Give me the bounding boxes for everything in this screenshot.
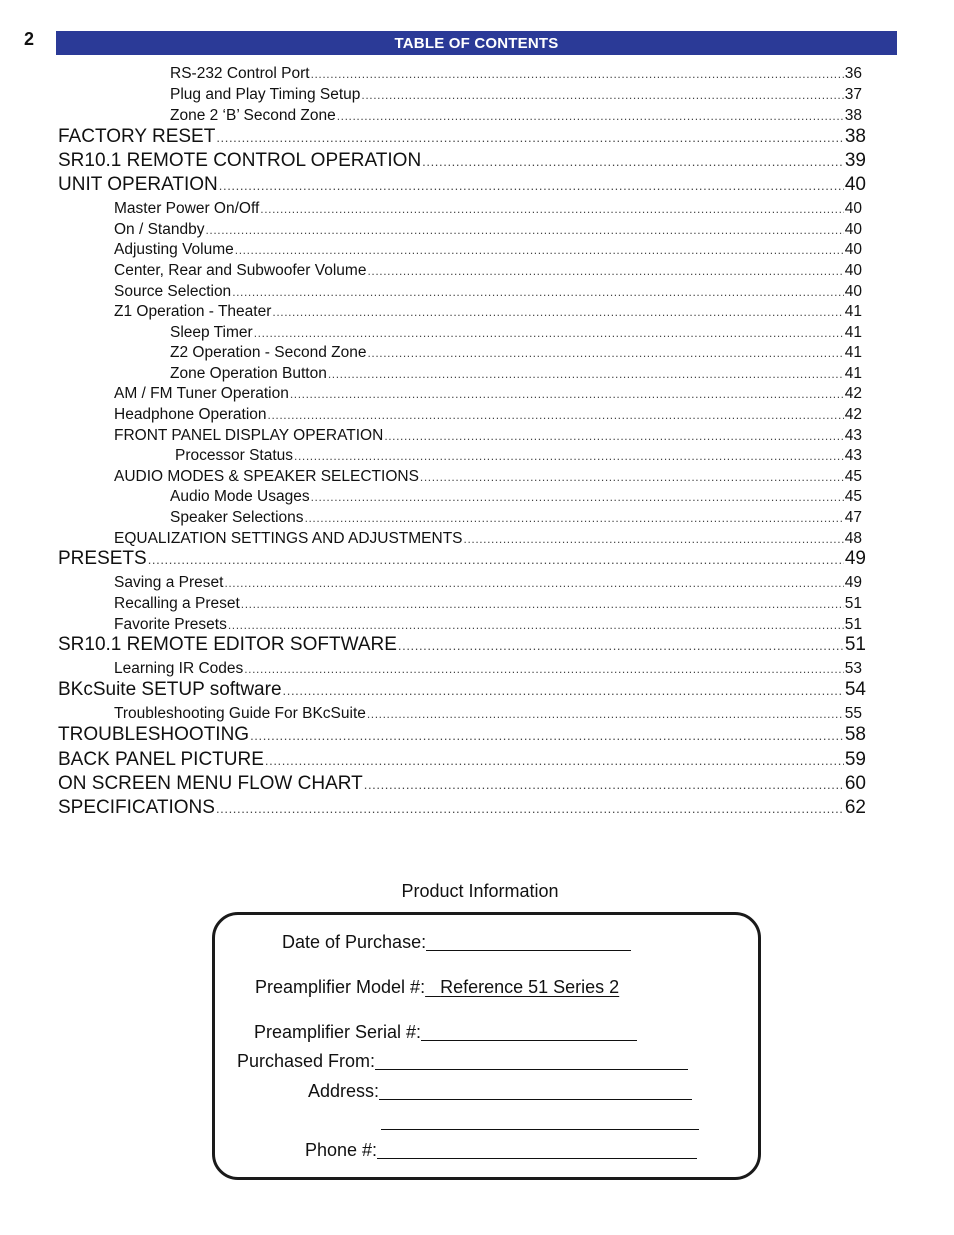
toc-leader-dots <box>364 773 844 795</box>
toc-entry-title: SR10.1 REMOTE CONTROL OPERATION <box>58 150 422 171</box>
toc-entry-title: Zone Operation Button <box>170 365 327 382</box>
toc-entry-title: BKcSuite SETUP software <box>58 679 282 700</box>
toc-entry-page: 38 <box>844 107 862 124</box>
toc-leader-dots <box>224 574 843 592</box>
toc-entry-page: 40 <box>844 262 862 279</box>
page-number: 2 <box>24 29 35 49</box>
toc-leader-dots <box>216 797 844 819</box>
toc-entry-title: UNIT OPERATION <box>58 174 218 195</box>
toc-entry-page: 41 <box>844 344 862 361</box>
toc-leader-dots <box>244 660 844 678</box>
toc-entry[interactable] <box>58 174 866 196</box>
toc-leader-dots <box>398 634 844 656</box>
toc-entry[interactable] <box>114 427 862 445</box>
toc-entry-page: 51 <box>844 595 862 612</box>
toc-entry-title: Master Power On/Off <box>114 200 260 217</box>
toc-entry-title: PRESETS <box>58 548 147 569</box>
toc-entry[interactable] <box>58 150 866 172</box>
date-of-purchase-line[interactable] <box>426 930 631 951</box>
toc-leader-dots <box>241 595 844 613</box>
toc-entry-page: 45 <box>844 468 862 485</box>
toc-entry[interactable] <box>114 241 862 259</box>
toc-entry-title: Troubleshooting Guide For BKcSuite <box>114 705 366 722</box>
serial-line[interactable] <box>421 1020 637 1041</box>
toc-entry[interactable] <box>114 406 862 424</box>
toc-leader-dots <box>290 385 844 403</box>
toc-leader-dots <box>228 616 844 634</box>
toc-leader-dots <box>420 468 844 486</box>
toc-entry-title: Z1 Operation - Theater <box>114 303 272 320</box>
toc-entry-title: EQUALIZATION SETTINGS AND ADJUSTMENTS <box>114 530 463 547</box>
product-info-heading: Product Information <box>401 881 559 901</box>
toc-entry[interactable] <box>114 660 862 678</box>
toc-entry[interactable] <box>170 344 862 362</box>
toc-entry[interactable] <box>58 797 866 819</box>
toc-leader-dots <box>205 221 843 239</box>
toc-entry-page: 42 <box>844 385 862 402</box>
toc-entry-page: 48 <box>844 530 862 547</box>
toc-entry[interactable] <box>58 773 866 795</box>
toc-entry-page: 43 <box>844 427 862 444</box>
toc-entry-page: 42 <box>844 406 862 423</box>
toc-entry-page: 40 <box>844 221 862 238</box>
toc-entry-title: Recalling a Preset <box>114 595 240 612</box>
toc-entry-title: Zone 2 ‘B’ Second Zone <box>170 107 336 124</box>
toc-entry[interactable] <box>114 262 862 280</box>
toc-entry-page: 55 <box>844 705 862 722</box>
serial-field <box>254 1022 637 1043</box>
toc-entry-title: Favorite Presets <box>114 616 227 633</box>
toc-leader-dots <box>268 406 844 424</box>
toc-entry-page: 51 <box>844 634 866 655</box>
toc-entry[interactable] <box>175 447 862 465</box>
toc-entry[interactable] <box>170 107 862 125</box>
toc-entry-page: 51 <box>844 616 862 633</box>
toc-entry[interactable] <box>58 126 866 148</box>
toc-entry-title: Headphone Operation <box>114 406 267 423</box>
toc-leader-dots <box>311 488 844 506</box>
toc-entry-title: SPECIFICATIONS <box>58 797 215 818</box>
toc-entry[interactable] <box>58 749 866 771</box>
toc-entry-title: AUDIO MODES & SPEAKER SELECTIONS <box>114 468 419 485</box>
model-field <box>255 977 619 998</box>
toc-leader-dots <box>367 705 844 723</box>
toc-entry-title: BACK PANEL PICTURE <box>58 749 264 770</box>
toc-entry-page: 41 <box>844 324 862 341</box>
model-value-text: Reference 51 Series 2 <box>440 977 620 997</box>
toc-leader-dots <box>148 548 844 570</box>
toc-entry[interactable] <box>58 679 866 701</box>
toc-entry[interactable] <box>58 634 866 656</box>
toc-leader-dots <box>294 447 844 465</box>
purchased-from-label: Purchased From: <box>237 1051 376 1071</box>
toc-entry-page: 47 <box>844 509 862 526</box>
toc-entry[interactable] <box>170 488 862 506</box>
toc-leader-dots <box>311 65 844 83</box>
toc-entry-title: Z2 Operation - Second Zone <box>170 344 367 361</box>
toc-entry-page: 62 <box>844 797 866 818</box>
toc-leader-dots <box>260 200 843 218</box>
toc-banner-title: TABLE OF CONTENTS <box>394 34 559 52</box>
toc-entry-title: Adjusting Volume <box>114 241 234 258</box>
serial-label: Preamplifier Serial #: <box>254 1022 422 1042</box>
toc-entry-title: Source Selection <box>114 283 232 300</box>
toc-entry[interactable] <box>114 468 862 486</box>
toc-entry-title: SR10.1 REMOTE EDITOR SOFTWARE <box>58 634 397 655</box>
toc-entry-page: 59 <box>844 749 866 770</box>
toc-entry-title: RS-232 Control Port <box>170 65 310 82</box>
toc-entry[interactable] <box>58 724 866 746</box>
toc-entry[interactable] <box>114 200 862 218</box>
toc-entry-page: 49 <box>844 574 862 591</box>
address-line-2-field <box>381 1111 699 1132</box>
toc-leader-dots <box>272 303 843 321</box>
toc-leader-dots <box>283 679 844 701</box>
toc-leader-dots <box>265 749 844 771</box>
toc-entry-page: 38 <box>844 126 866 147</box>
toc-leader-dots <box>464 530 844 548</box>
toc-entry-page: 60 <box>844 773 866 794</box>
phone-field <box>305 1140 697 1161</box>
toc-entry-page: 43 <box>844 447 862 464</box>
toc-entry-page: 40 <box>844 283 862 300</box>
toc-leader-dots <box>250 724 844 746</box>
toc-leader-dots <box>367 262 843 280</box>
toc-entry-title: Saving a Preset <box>114 574 224 591</box>
purchased-from-field <box>237 1051 688 1072</box>
toc-entry[interactable] <box>114 595 862 613</box>
toc-entry[interactable] <box>170 365 862 383</box>
toc-entry[interactable] <box>114 530 862 548</box>
toc-entry[interactable] <box>170 86 862 104</box>
toc-entry-page: 58 <box>844 724 866 745</box>
toc-leader-dots <box>337 107 844 125</box>
toc-entry-title: Audio Mode Usages <box>170 488 310 505</box>
toc-entry-page: 53 <box>844 660 862 677</box>
toc-entry-page: 37 <box>844 86 862 103</box>
product-info-box <box>212 912 761 1180</box>
toc-leader-dots <box>328 365 844 383</box>
toc-entry-title: Center, Rear and Subwoofer Volume <box>114 262 367 279</box>
toc-leader-dots <box>305 509 844 527</box>
toc-leader-dots <box>422 150 844 172</box>
toc-leader-dots <box>254 324 844 342</box>
address-field <box>308 1081 692 1102</box>
address-line[interactable] <box>379 1079 692 1100</box>
toc-leader-dots <box>361 86 843 104</box>
toc-entry-title: Plug and Play Timing Setup <box>170 86 361 103</box>
toc-entry-title: Sleep Timer <box>170 324 253 341</box>
toc-entry-title: TROUBLESHOOTING <box>58 724 250 745</box>
toc-entry-page: 49 <box>844 548 866 569</box>
toc-entry[interactable] <box>170 509 862 527</box>
toc-entry[interactable] <box>114 283 862 301</box>
toc-leader-dots <box>235 241 844 259</box>
toc-entry-page: 41 <box>844 365 862 382</box>
toc-leader-dots <box>367 344 843 362</box>
toc-leader-dots <box>219 174 844 196</box>
toc-entry-page: 54 <box>844 679 866 700</box>
toc-entry-title: AM / FM Tuner Operation <box>114 385 289 402</box>
toc-entry-title: Speaker Selections <box>170 509 304 526</box>
toc-entry-page: 40 <box>844 200 862 217</box>
toc-entry[interactable] <box>114 385 862 403</box>
toc-entry-page: 39 <box>844 150 866 171</box>
model-label: Preamplifier Model #: <box>255 977 426 997</box>
toc-entry[interactable] <box>114 221 862 239</box>
toc-entry-page: 40 <box>844 241 862 258</box>
toc-entry-page: 41 <box>844 303 862 320</box>
toc-entry[interactable] <box>114 303 862 321</box>
toc-entry-page: 45 <box>844 488 862 505</box>
toc-entry[interactable] <box>114 574 862 592</box>
toc-entry-title: On / Standby <box>114 221 205 238</box>
toc-entry-page: 36 <box>844 65 862 82</box>
toc-entry[interactable] <box>170 324 862 342</box>
toc-leader-dots <box>232 283 844 301</box>
date-of-purchase-field <box>282 932 631 953</box>
toc-entry-page: 40 <box>844 174 866 195</box>
toc-leader-dots <box>384 427 843 445</box>
address-line-2[interactable] <box>381 1109 699 1130</box>
purchased-from-line[interactable] <box>375 1049 688 1070</box>
toc-entry-title: FACTORY RESET <box>58 126 216 147</box>
phone-label: Phone #: <box>305 1140 378 1160</box>
date-of-purchase-label: Date of Purchase: <box>282 932 427 952</box>
toc-entry-title: ON SCREEN MENU FLOW CHART <box>58 773 363 794</box>
toc-entry-title: Learning IR Codes <box>114 660 244 677</box>
phone-line[interactable] <box>377 1138 697 1159</box>
toc-entry[interactable] <box>114 616 862 634</box>
toc-entry[interactable] <box>58 548 866 570</box>
toc-leader-dots <box>216 126 844 148</box>
toc-entry[interactable] <box>114 705 862 723</box>
toc-entry-title: Processor Status <box>175 447 294 464</box>
toc-entry[interactable] <box>170 65 862 83</box>
toc-entry-title: FRONT PANEL DISPLAY OPERATION <box>114 427 384 444</box>
address-label: Address: <box>308 1081 380 1101</box>
model-value[interactable] <box>425 977 619 997</box>
